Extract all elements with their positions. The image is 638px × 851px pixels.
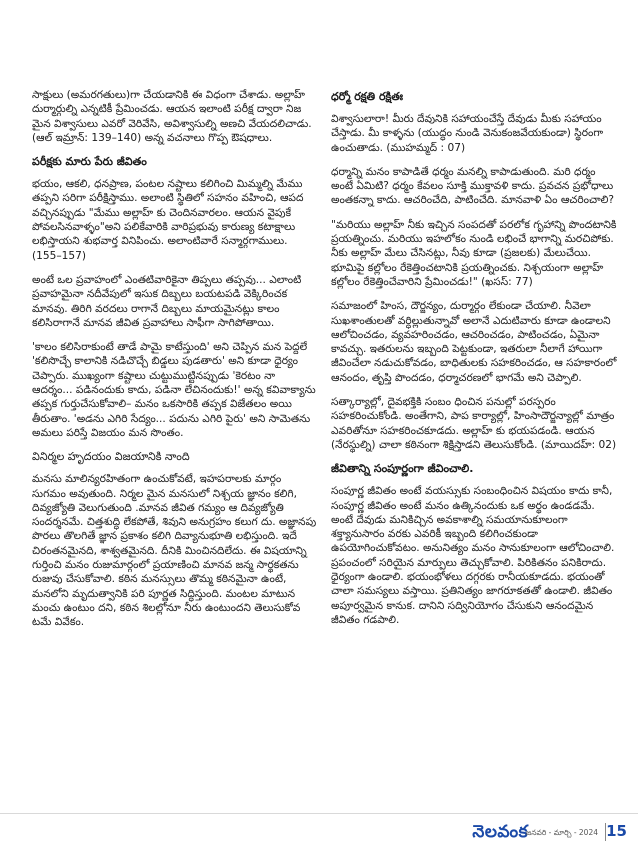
paragraph: 'కాలం కలిసిరాకుంటే తాడే పామై కాటేస్తుంది' అని చెప్పిన మన పెద్దలే 'కలిసొచ్చే కాలానికి నడిచొచ్చే బిడ్డలు పుడతారు' అని కూడా ధైర్యం చెప్పారు. ముఖ్యంగా కష్టాలు చుట్టుముట్టినప్పుడు 'కెరటం నా ఆదర్శం... పడినందుకు కాదు, పడినా లేచినందుకు!' అన్న కవివాక్యాను తప్పక గుర్తుచేసుకోవాలి– మనం ఒకసారికి తప్పక విజేతలం అయి తీరుతాం. 'అడను ఎగిరి సేద్యం... పదును ఎగిరి పైరు' అని సామెతను అమలు పరిస్తే విజయం మన సొంతం. [32, 341, 316, 439]
footer-divider [0, 813, 638, 814]
paragraph: "మరియు అల్లాహ్ నీకు ఇచ్చిన సంపదతో పరలోక గృహాన్ని పొందటానికి ప్రయత్నించు. మరియు ఇహలోకం నుండి లభించే భాగాన్ని మరచిపోకు. నీకు అల్లాహ్ మేలు చేసినట్లు, నీవు కూడా (ప్రజలకు) మేలుచేయి. భూమిపై కల్లోలం రేకెత్తించటానికి ప్రయత్నించకు. నిశ్చయంగా అల్లాహ్ కల్లోలం రేకెత్తించేవారిని ప్రేమించడు!" (ఖసస్: 77) [331, 218, 617, 288]
paragraph: విశ్వాసులారా! మీరు దేవునికి సహాయంచేస్తే దేవుడు మీకు సహాయం చేస్తాడు. మీ కాళ్ళను (యుద్ధం నుండి వెనుకంజవేయకుండా) స్థిరంగా ఉంచుతాడు. (ముహమ్మద్ : 07) [331, 113, 604, 154]
paragraph: సత్కార్యాల్లో, దైవభక్తికి సంబం ధించిన పనుల్లో పరస్పరం సహకరించుకోండి. అంతేగాని, పాప కార్యాల్లో, హింసాదౌర్జన్యాల్లో మాత్రం ఎవరితోనూ సహకరించకూడదు. అల్లాహ్ కు భయపడండి. ఆయన (నేరస్థుల్ని) చాలా కఠినంగా శిక్షిస్తాడని తెలుసుకోండి. (మాయిదహ్: 02) [331, 396, 617, 451]
paragraph: సాక్షులు (అమరగతులు)గా చేయడానికి ఈ విధంగా చేశాడు. అల్లాహ్ దుర్మార్గుల్ని ఎన్నటికీ ప్రేమించడు. ఆయన ఇలాంటి పరీక్ష ద్వారా నిజ మైన విశ్వాసులు ఎవరో వెరివేసి, అవిశ్వాసుల్ని అణచి వేయదలిచాడు. (ఆల్ ఇమ్రాన్: 139–140) అన్న వచనాలు గొప్ప ఔషధాలు. [32, 89, 312, 144]
section-heading: ధర్మో రక్షతి రక్షితః [331, 90, 404, 103]
paragraph: అంటే ఒల ప్రవాహంలో ఎంతటివారికైనా తిప్పలు తప్పవు... ఎలాంటి ప్రవాహమైనా నదీవేపులో ఇసుక దిబ్బలు బయటపడి వెక్కిరించక మానవు. తిరిగి వరదలు రాగానే దిబ్బలు మాయమైనట్లు కాలం కలిసిరాగానే మానవ జీవిత ప్రవాహాలు సాఫీగా సాగిపోతాయి. [32, 273, 302, 329]
page-number: 15 [606, 822, 627, 840]
right-column [331, 88, 617, 637]
section-heading: జీవితాన్ని సంపూర్ణంగా జీవించాలి. [331, 462, 474, 476]
page-footer [0, 803, 638, 851]
section-heading: వినిర్మల హృదయం విజయానికి నాంది [32, 450, 190, 464]
paragraph: మనసు మాలిన్యరహితంగా ఉంచుకోవటే, ఇహపరాలకు మార్గం సుగమం అవుతుంది. నిర్మల మైన మనసులో నిశ్చయ జ్ఞానం కలిగి, దివ్యజ్యోతి వెలుగుతుంది .మానవ జీవిత గమ్యం ఆ దివ్యజ్యోతి సందర్శనమే. చిత్తశుద్ధి లేకపోతే, శివుని అనుగ్రహం కలుగ దు. అజ్ఞానపు పొరలు తొలగితే జ్ఞాన ప్రకాశం కలిగి దివ్యానుభూతి లభిస్తుంది. ఇదే చిరంతనమైనది, శాశ్వతమైనది. దీనికి మించినదిలేదు. ఈ విషయాన్ని గుర్తించి మనం రుజుమార్గంలో ప్రయాణించి మానవ జన్మ సార్థకతను రుజువు చేసుకోవాలి. కఠిన మనస్సులు తొమ్మ కఠినమైనా ఉంటే, మనలోని మృదుత్వానికి పరి పూర్ణత సిద్ధిస్తుంది. మంటల మాటున మంచు ఉంటుం దని, కఠిన శిలల్లోనూ నీరు ఉంటుందని తెలుసుకోవ టమే వివేకం. [32, 473, 317, 629]
issue-date: జనవరి - మార్చి - 2024 [525, 828, 598, 837]
paragraph: భయం, ఆకలి, ధనప్రాణ, పంటల నష్టాలు కలిగించి మిమ్మల్ని మేము తప్పని సరిగా పరీక్షిస్తాము. అలాంటి స్థితిలో సహనం వహించి, ఆపద వచ్చినప్పుడు "మేము అల్లాహ్ కు చెందినవారలం. ఆయన వైపుకే పోవలసినవాళ్ళం"అని పలికేవారికి వారిప్రభువు కారుణ్య కటాక్షాలు లభిస్తాయని శుభవార్త వినిపించు. అలాంటివారే సన్మార్గగాములు. (155–157) [32, 178, 304, 262]
magazine-logo: నెలవంక [472, 822, 528, 842]
paragraph: సంపూర్ణ జీవితం అంటే వయస్సుకు సంబంధించిన విషయం కాదు కానీ, సంపూర్ణ జీవితం అంటే మనం ఉత్కినందుకు ఒక అర్థం ఉండడమే. అంటే దేవుడు మనికిచ్చిన అవకాశాల్ని సమయానుకూలంగా శక్త్యానుసారం వరకు ఎవరికీ ఇబ్బంది కలిగించకుండా ఉపయోగించుకోవటం. అనునిత్యం మనం సానుకూలంగా ఆలోచించాలి. ప్రపంచంలో సరియైన మార్పులు తెచ్చుకోవాలి. పిరికితనం పనికిరాదు. ధైర్యంగా ఉండాలి. భయంభోళలు దగ్గరకు రానీయకూడదు. భయంతో చాలా సమస్యలు వస్తాయి. ప్రతినిత్యం జాగరూకతతో ఉండాలి. జీవితం అపూర్వమైన కానుక. దానిని సద్వినియోగం చేసుకుని ఆనందమైన జీవితం గడపాలి. [331, 485, 615, 626]
paragraph: ధర్మాన్ని మనం కాపాడితే ధర్మం మనల్ని కాపాడుతుంది. మరి ధర్మం అంటే ఏమిటి? ధర్మం కేవలం సూక్తి ముక్తావళి కాదు. ప్రవచన ప్రభోధాలు అంతకన్నా కాదు. ఆచరించేది, పాటించేది. మానవాళి ఏం ఆచరించాలి? [331, 165, 615, 207]
paragraph: సమాజంలో హింస, దౌర్జన్యం, దుర్మార్గం లేకుండా చేయాలి. నీవెలా సుఖశాంతులతో వర్ధిల్లుతున్నావో అలానే ఎదుటివారు కూడా ఉండాలని ఆలోచించడం, వ్యవహరించడం, ఆచరించడం, పాటించడం, ఏమైనా కావచ్చు. ఇతరులను ఇబ్బంది పెట్టకుండా, ఇతరులా నీలాగే హాయిగా జీవించేలా నడుచుకోవడం, బాధితులకు సహకరించడం, ఆ సహకారంలో ఆనందం, తృప్తి పొందడం, ధర్మాచరణలో భాగమే అని చెప్పాలి. [331, 300, 617, 384]
section-heading: పరీక్షకు మారు పేరు జీవితం [32, 155, 147, 169]
left-column [32, 88, 318, 640]
